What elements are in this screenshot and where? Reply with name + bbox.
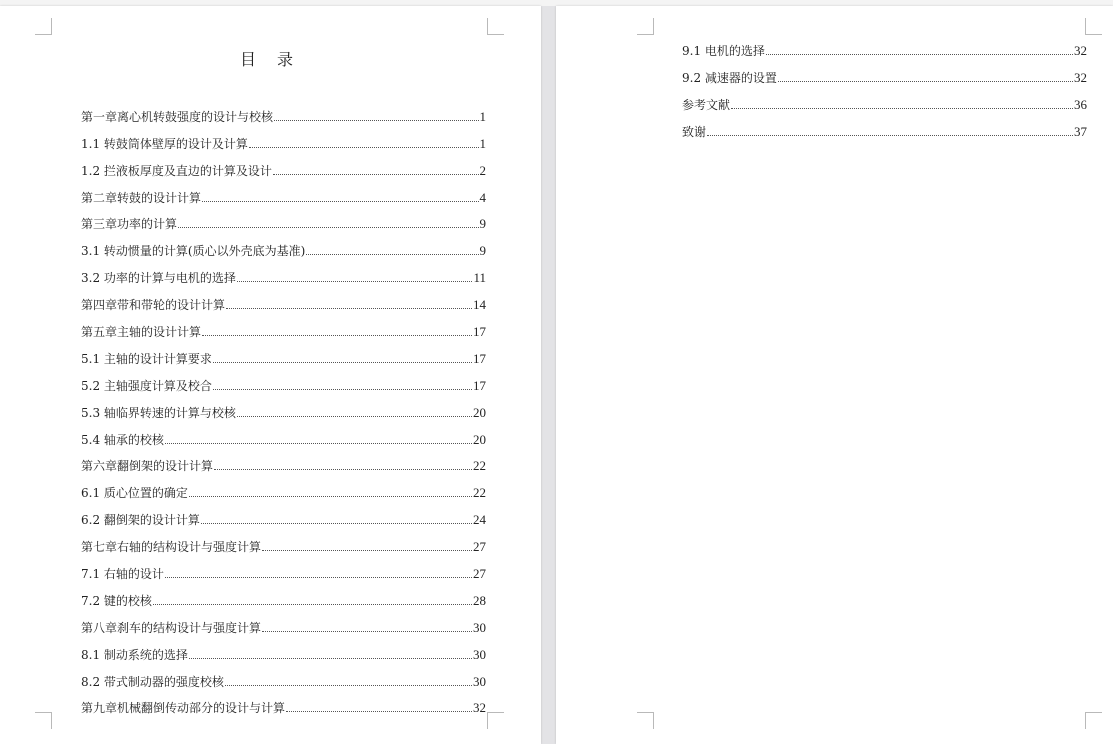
toc-entry[interactable] — [81, 179, 486, 206]
toc-entry-page: 17 — [473, 377, 486, 393]
toc-leader-dots — [766, 54, 1073, 55]
toc-entry[interactable] — [81, 663, 486, 690]
toc-entry-title: 7.1 右轴的设计 — [81, 567, 164, 582]
toc-entry[interactable] — [81, 152, 486, 179]
toc-entry-page: 27 — [473, 539, 486, 555]
toc-leader-dots — [213, 389, 472, 390]
crop-mark-bottom-right — [1085, 712, 1102, 729]
toc-entry-page: 27 — [473, 566, 486, 582]
toc-leader-dots — [178, 227, 478, 228]
toc-entry-page: 30 — [473, 646, 486, 662]
toc-entry-page: 9 — [479, 216, 486, 232]
toc-entry-title: 5.2 主轴强度计算及校合 — [81, 378, 212, 393]
toc-entry-page: 20 — [473, 431, 486, 447]
toc-entry-title: 5.3 轴临界转速的计算与校核 — [81, 405, 236, 420]
toc-leader-dots — [153, 604, 472, 605]
toc-leader-dots — [778, 81, 1073, 82]
toc-leader-dots — [201, 523, 472, 524]
crop-mark-top-left — [35, 18, 52, 35]
toc-entry-page: 28 — [473, 592, 486, 608]
toc-entry[interactable] — [81, 394, 486, 421]
toc-entry-title: 第一章离心机转鼓强度的设计与校核 — [81, 109, 274, 124]
toc-entry-title: 第四章带和带轮的设计计算 — [81, 298, 226, 313]
toc-entry-title: 9.1 电机的选择 — [682, 43, 765, 58]
toc-entry-title: 第九章机械翻倒传动部分的设计与计算 — [81, 701, 286, 716]
toc-leader-dots — [165, 443, 472, 444]
toc-entry-page: 32 — [1074, 69, 1087, 85]
toc-list-left — [81, 98, 486, 716]
toc-entry[interactable] — [81, 636, 486, 663]
toc-entry-title: 第七章右轴的结构设计与强度计算 — [81, 540, 262, 555]
toc-entry-page: 17 — [473, 350, 486, 366]
toc-entry-title: 8.1 制动系统的选择 — [81, 647, 188, 662]
toc-leader-dots — [274, 120, 478, 121]
toc-entry-title: 参考文献 — [682, 97, 731, 112]
crop-mark-top-right — [1085, 18, 1102, 35]
toc-entry-title: 9.2 减速器的设置 — [682, 70, 777, 85]
toc-entry-title: 5.4 轴承的校核 — [81, 432, 164, 447]
toc-leader-dots — [225, 685, 472, 686]
toc-entry-page: 32 — [473, 700, 486, 716]
toc-entry[interactable] — [81, 501, 486, 528]
toc-entry-title: 6.2 翻倒架的设计计算 — [81, 513, 200, 528]
toc-entry[interactable] — [81, 609, 486, 636]
crop-mark-top-right — [487, 18, 504, 35]
toc-entry[interactable] — [81, 528, 486, 555]
toc-entry[interactable] — [81, 421, 486, 448]
toc-entry-page: 1 — [479, 135, 486, 151]
toc-entry-page: 36 — [1074, 96, 1087, 112]
toc-entry-page: 37 — [1074, 123, 1087, 139]
toc-leader-dots — [306, 254, 478, 255]
toc-entry-title: 5.1 主轴的设计计算要求 — [81, 351, 212, 366]
toc-entry-title: 3.1 转动惯量的计算(质心以外壳底为基准) — [81, 244, 306, 259]
toc-entry-page: 4 — [479, 189, 486, 205]
toc-entry-page: 17 — [473, 324, 486, 340]
toc-entry[interactable] — [81, 340, 486, 367]
crop-mark-top-left — [637, 18, 654, 35]
toc-entry-title: 3.2 功率的计算与电机的选择 — [81, 271, 236, 286]
crop-mark-bottom-left — [35, 712, 52, 729]
toc-entry-title: 1.2 拦液板厚度及直边的计算及设计 — [81, 163, 272, 178]
toc-leader-dots — [286, 711, 472, 712]
toc-leader-dots — [707, 135, 1073, 136]
toc-entry[interactable] — [81, 690, 486, 717]
toc-title: 目 录 — [239, 50, 302, 69]
toc-leader-dots — [189, 496, 472, 497]
toc-list-right — [682, 32, 1087, 140]
toc-leader-dots — [165, 577, 472, 578]
crop-mark-bottom-left — [637, 712, 654, 729]
toc-entry-page: 30 — [473, 619, 486, 635]
toc-leader-dots — [237, 416, 472, 417]
toc-entry-page: 1 — [479, 108, 486, 124]
toc-entry-page: 24 — [473, 512, 486, 528]
toc-entry-page: 30 — [473, 673, 486, 689]
toc-entry[interactable] — [81, 448, 486, 475]
toc-entry[interactable] — [81, 259, 486, 286]
toc-entry[interactable] — [81, 206, 486, 233]
toc-entry-page: 11 — [473, 270, 486, 286]
toc-entry-title: 1.1 转鼓筒体壁厚的设计及计算 — [81, 136, 248, 151]
toc-entry[interactable] — [81, 98, 486, 125]
toc-leader-dots — [237, 281, 473, 282]
toc-entry[interactable] — [81, 555, 486, 582]
toc-entry-title: 7.2 键的校核 — [81, 593, 152, 608]
toc-entry[interactable] — [81, 582, 486, 609]
toc-leader-dots — [189, 658, 472, 659]
toc-entry[interactable] — [81, 125, 486, 152]
toc-entry-title: 第五章主轴的设计计算 — [81, 325, 202, 340]
toc-leader-dots — [249, 147, 479, 148]
toc-entry-title: 6.1 质心位置的确定 — [81, 486, 188, 501]
toc-entry-page: 32 — [1074, 42, 1087, 58]
toc-leader-dots — [202, 335, 472, 336]
toc-leader-dots — [262, 631, 472, 632]
toc-entry[interactable] — [682, 113, 1087, 140]
toc-leader-dots — [273, 174, 479, 175]
toc-leader-dots — [226, 308, 472, 309]
toc-entry-title: 第六章翻倒架的设计计算 — [81, 459, 214, 474]
toc-entry-title: 致谢 — [682, 124, 707, 139]
toc-leader-dots — [262, 550, 472, 551]
toc-entry[interactable] — [682, 86, 1087, 113]
toc-entry-page: 14 — [473, 297, 486, 313]
toc-entry-title: 8.2 带式制动器的强度校核 — [81, 674, 224, 689]
toc-entry[interactable] — [682, 59, 1087, 86]
toc-entry[interactable] — [81, 232, 486, 259]
toc-entry-page: 2 — [479, 162, 486, 178]
toc-leader-dots — [214, 469, 472, 470]
toc-entry-page: 9 — [479, 243, 486, 259]
toc-entry[interactable] — [81, 367, 486, 394]
toc-entry[interactable] — [81, 286, 486, 313]
toc-leader-dots — [202, 201, 478, 202]
toc-entry[interactable] — [81, 474, 486, 501]
toc-entry-title: 第三章功率的计算 — [81, 217, 178, 232]
crop-mark-bottom-right — [487, 712, 504, 729]
toc-entry-title: 第二章转鼓的设计计算 — [81, 190, 202, 205]
toc-entry[interactable] — [81, 313, 486, 340]
toc-entry-title: 第八章刹车的结构设计与强度计算 — [81, 620, 262, 635]
toc-leader-dots — [731, 108, 1073, 109]
toc-entry-page: 22 — [473, 485, 486, 501]
toc-entry-page: 22 — [473, 458, 486, 474]
toc-entry-page: 20 — [473, 404, 486, 420]
toc-entry[interactable] — [682, 32, 1087, 59]
toc-leader-dots — [213, 362, 472, 363]
